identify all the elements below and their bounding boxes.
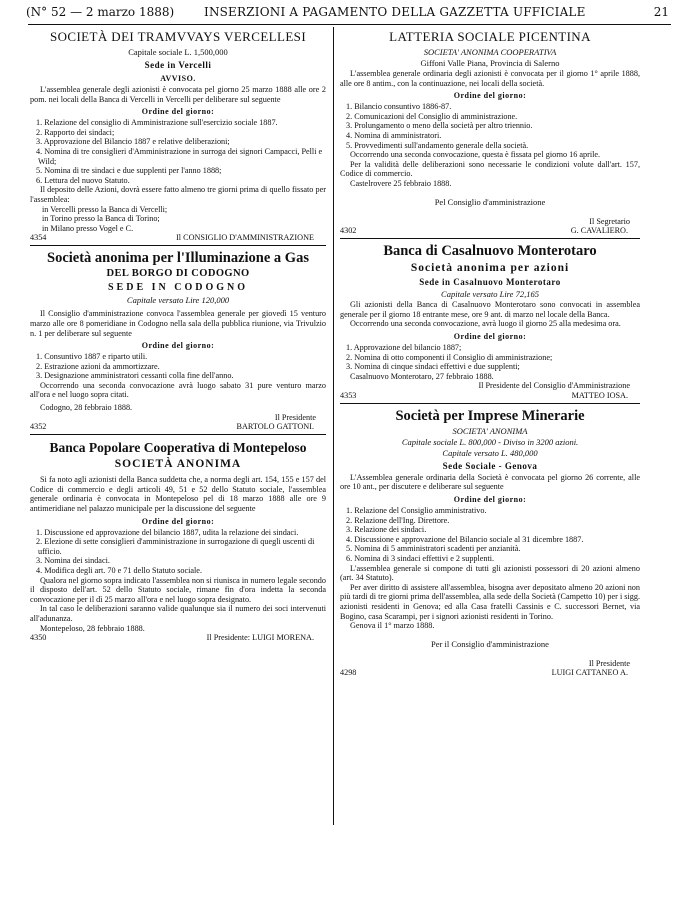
agenda-item: 1. Consuntivo 1887 e riparto utili. [36, 352, 148, 362]
signer-role: Il Presidente del Consiglio d'Amministrazione [478, 381, 630, 391]
deposit-place: in Torino presso la Banca di Torino; [42, 214, 160, 224]
header-rule [28, 24, 671, 25]
deposit-text: Il deposito delle Azioni, dovrà essere fatto almeno tre giorni prima di quello fissato per l'assemblea: [30, 185, 326, 204]
agenda-heading: Ordine del giorno: [141, 107, 215, 117]
seat-line: Sede in Casalnuovo Monterotaro [419, 277, 561, 288]
notice-body: Si fa noto agli azionisti della Banca suddetta che, a norma degli art. 154, 155 e 157 del Codice di commercio e degli articoli 49, 51 e 52 dello Statuto sociale, l'assemblea generale ordinaria è convocata in Montepeloso pel di 18 marzo 1888 alle ore 9 antimeridiane nel palazzo municipale per la discussione del seguente [30, 475, 326, 514]
validity-text: Per la validità delle deliberazioni sono necessarie le condizioni volute dall'art. 157, Codice di commercio. [340, 159, 640, 179]
council-line: Per il Consiglio d'amministrazione [431, 639, 549, 650]
agenda-item: 2. Rapporto dei sindaci; [36, 127, 115, 137]
column-rule [333, 27, 334, 825]
capital-line: Capitale versato Lire 72,165 [441, 289, 539, 300]
agenda-item: 1. Bilancio consuntivo 1886-87. [346, 102, 452, 112]
insertion-number: 4298 [340, 668, 357, 678]
insertion-number: 4354 [30, 233, 47, 243]
issue-number: (N° 52 — 2 marzo 1888) [26, 5, 175, 19]
agenda-item: 6. Nomina di 3 sindaci effettivi e 2 supplenti. [346, 554, 495, 564]
signature-line [30, 233, 326, 243]
agenda-heading: Ordine del giorno: [453, 331, 527, 341]
date-line: Genova il 1° marzo 1888. [350, 621, 435, 631]
signature: LUIGI CATTANEO A. [551, 668, 628, 678]
notice-latteria [340, 27, 640, 236]
signer-role: Il Segretario [589, 216, 630, 226]
notice-title: Società per Imprese Minerarie [395, 407, 585, 424]
date-line: Castelrovere 25 febbraio 1888. [350, 178, 452, 188]
notice-body: L'assemblea generale degli azionisti è convocata pel giorno 25 marzo 1888 alle ore 2 pom. nei locali della Banca di Vercelli in Vercelli per deliberare sul seguente [30, 85, 326, 104]
insertion-number: 4353 [340, 390, 357, 400]
second-call: Occorrendo una seconda convocazione avrà luogo sabato 31 pure venturo marzo all'ora e nel luogo sopra citati. [30, 380, 326, 400]
paid-capital-line: Capitale versato L. 480,000 [442, 447, 538, 458]
agenda-item: 1. Relazione del Consiglio amministrativo. [346, 506, 487, 516]
notice-gas-codogno [30, 248, 326, 432]
agenda-heading: Ordine del giorno: [141, 516, 215, 526]
agenda-heading: Ordine del giorno: [141, 341, 215, 351]
notice-subtitle: SOCIETA' ANONIMA [452, 425, 528, 436]
agenda-item: 5. Nomina di 5 amministratori scadenti per anzianità. [346, 544, 521, 554]
notice-body: Il Consiglio d'amministrazione convoca l'assemblea generale per giovedì 15 venturo marzo alle ore 8 pomeridiane in Codogno nella sala della pubblica riunione, via Trivulzio n. 1 per deliberare sul seguente [30, 309, 326, 338]
agenda-item: 5. Nomina di tre sindaci e due supplenti per l'anno 1888; [36, 166, 222, 176]
notice-body: L'Assemblea generale ordinaria della Società è convocata pel giorno 26 corrente, alle ore 10 ant., per discutere e deliberare sul seguente [340, 472, 640, 492]
right-column [340, 27, 640, 825]
agenda-item: 4. Discussione e approvazione del Bilancio sociale al 31 dicembre 1887. [346, 534, 584, 544]
section-divider [340, 403, 640, 404]
section-divider [30, 434, 326, 435]
notice-title: LATTERIA SOCIALE PICENTINA [389, 29, 591, 44]
page-header [26, 3, 673, 21]
agenda-item: 4. Nomina di amministratori. [346, 130, 442, 140]
notice-subtitle: SOCIETA' ANONIMA COOPERATIVA [423, 47, 557, 57]
seat-line: Sede Sociale - Genova [442, 460, 538, 471]
notice-tramways [30, 27, 326, 243]
notice-body: L'assemblea generale ordinaria degli azionisti è convocata per il giorno 1° aprile 1888, alle ore 8 antim., con la continuazione, nei locali della società. [340, 69, 640, 88]
capital-line: Capitale sociale L. 800,000 - Diviso in 3200 azioni. [401, 436, 579, 447]
agenda-item: 4. Nomina di tre consiglieri d'Amministrazione in surroga dei signori Campacci, Pelli e Wild; [36, 146, 323, 166]
seat-line: SEDE IN CODOGNO [107, 282, 248, 294]
agenda-item: 6. Lettura del nuovo Statuto. [36, 175, 130, 185]
signature-line [30, 633, 326, 643]
composition-text: L'assemblea generale si compone di tutti gli azionisti possessori di 20 azioni almeno (art. 34 Statuto). [340, 563, 640, 583]
notice-title: Società anonima per l'Illuminazione a Gas [47, 250, 309, 267]
agenda-item: 3. Nomina di cinque sindaci effettivi e due supplenti; [346, 362, 520, 372]
capital-line: Capitale versato Lire 120,000 [126, 295, 230, 306]
quorum-text: Qualora nel giorno sopra indicato l'assemblea non si riunisca in numero legale secondo il disposto dell'art. 52 dello Statuto sociale, rimane fin d'ora indetta la seconda convocazione per il dì 25 marzo all'ora e nel luogo sopra designato. [30, 575, 326, 604]
agenda-item: 5. Provvedimenti sull'andamento generale della società. [346, 140, 529, 150]
agenda-item: 1. Discussione ed approvazione del bilancio 1887, udita la relazione dei sindaci. [36, 527, 299, 537]
date-line: Codogno, 28 febbraio 1888. [40, 403, 133, 413]
validity-text: In tal caso le deliberazioni saranno valide qualunque sia il numero dei soci intervenuti all'adunanza. [30, 604, 326, 623]
left-column [30, 27, 326, 825]
agenda-item: 2. Estrazione azioni da ammortizzare. [36, 361, 160, 371]
signature-line [340, 391, 640, 401]
signature: Il CONSIGLIO D'AMMINISTRAZIONE [176, 233, 314, 243]
agenda-item: 2. Comunicazioni del Consiglio di amministrazione. [346, 111, 518, 121]
second-call: Occorrendo una seconda convocazione, questa è fissata pel giorno 16 aprile. [350, 150, 601, 160]
deposit-place: in Milano presso Vogel e C. [42, 223, 134, 233]
date-line: Montepeloso, 28 febbraio 1888. [40, 623, 145, 633]
date-line: Casalnuovo Monterotaro, 27 febbraio 1888. [350, 371, 494, 381]
capital-line: Capitale sociale L. 1,500,000 [128, 47, 228, 57]
second-call: Occorrendo una seconda convocazione, avrà luogo il giorno 25 alla medesima ora. [350, 319, 621, 329]
signature: BARTOLO GATTONI. [236, 422, 314, 432]
notice-subtitle: Società anonima per azioni [410, 262, 570, 275]
section-divider [340, 238, 640, 239]
notice-body: Gli azionisti della Banca di Casalnuovo Monterotaro sono convocati in assemblea generale per il giorno 18 entrante mese, ore 9 ant. di marzo nel locale della Banca. [340, 300, 640, 319]
agenda-item: 3. Designazione amministratori cessanti colla fine dell'anno. [36, 371, 234, 381]
notice-heading: AVVISO. [160, 74, 196, 83]
notice-subtitle: SOCIETÀ ANONIMA [114, 458, 242, 471]
notice-title: SOCIETÀ DEI TRAMVVAYS VERCELLESI [49, 29, 307, 44]
seat-line: Sede in Vercelli [144, 60, 212, 70]
insertion-number: 4350 [30, 633, 47, 643]
signature: MATTEO IOSA. [571, 390, 628, 400]
notice-title: Banca di Casalnuovo Monterotaro [383, 243, 597, 260]
section-divider [30, 245, 326, 246]
agenda-item: 1. Relazione del consiglio di Amministrazione sull'esercizio sociale 1887. [36, 118, 278, 128]
notice-banca-montepeloso [30, 437, 326, 643]
agenda-item: 3. Approvazione del Bilancio 1887 e relative deliberazioni; [36, 137, 230, 147]
place-line: Giffoni Valle Piana, Provincia di Salerno [420, 58, 560, 68]
signature-line [340, 226, 640, 236]
gazette-title: INSERZIONI A PAGAMENTO DELLA GAZZETTA UFFICIALE [204, 5, 586, 19]
agenda-item: 2. Nomina di otto componenti il Consiglio di amministrazione; [346, 352, 553, 362]
agenda-item: 3. Nomina dei sindaci. [36, 556, 110, 566]
agenda-item: 3. Prolungamento o meno della società per altro triennio. [346, 121, 533, 131]
signature-line [340, 668, 640, 678]
notice-subtitle: DEL BORGO DI CODOGNO [106, 268, 250, 280]
notice-title: Banca Popolare Cooperativa di Montepeloso [49, 440, 307, 456]
agenda-item: 2. Elezione di sette consiglieri d'amministrazione in surrogazione di quegli uscenti di ufficio. [36, 537, 315, 556]
agenda-heading: Ordine del giorno: [453, 495, 527, 505]
page-number: 21 [653, 5, 669, 19]
agenda-item: 4. Modifica degli art. 70 e 71 dello Statuto sociale. [36, 566, 202, 575]
signer-role: Il Presidente [588, 658, 630, 668]
insertion-number: 4302 [340, 226, 357, 236]
agenda-heading: Ordine del giorno: [453, 91, 527, 101]
deposit-place: in Vercelli presso la Banca di Vercelli; [42, 204, 168, 214]
signature: G. CAVALIERO. [570, 226, 628, 236]
signature: Il Presidente: LUIGI MORENA. [206, 633, 314, 643]
council-line: Pel Consiglio d'amministrazione [434, 197, 546, 208]
notice-imprese-minerarie [340, 406, 640, 679]
insertion-number: 4352 [30, 422, 47, 432]
agenda-item: 1. Approvazione del bilancio 1887; [346, 342, 462, 352]
agenda-item: 3. Relazione dei sindaci. [346, 525, 427, 535]
signer-role: Il Presidente [274, 412, 316, 422]
agenda-item: 2. Relazione dell'Ing. Direttore. [346, 515, 450, 525]
deposit-text: Per aver diritto di assistere all'assemblea, bisogna aver depositato almeno 20 azioni non più tardi di tre giorni prima dell'assemblea, alla sede della Società (Campetto 10) per i sigg. azionisti residenti in Genova; ed alla Casa fratelli Cassinis e C. successori Bernet, via Bogino, casa Scarampi, per i signori azionisti residenti in Torino. [340, 582, 640, 621]
signature-line [30, 422, 326, 432]
notice-banca-casalnuovo [340, 241, 640, 401]
